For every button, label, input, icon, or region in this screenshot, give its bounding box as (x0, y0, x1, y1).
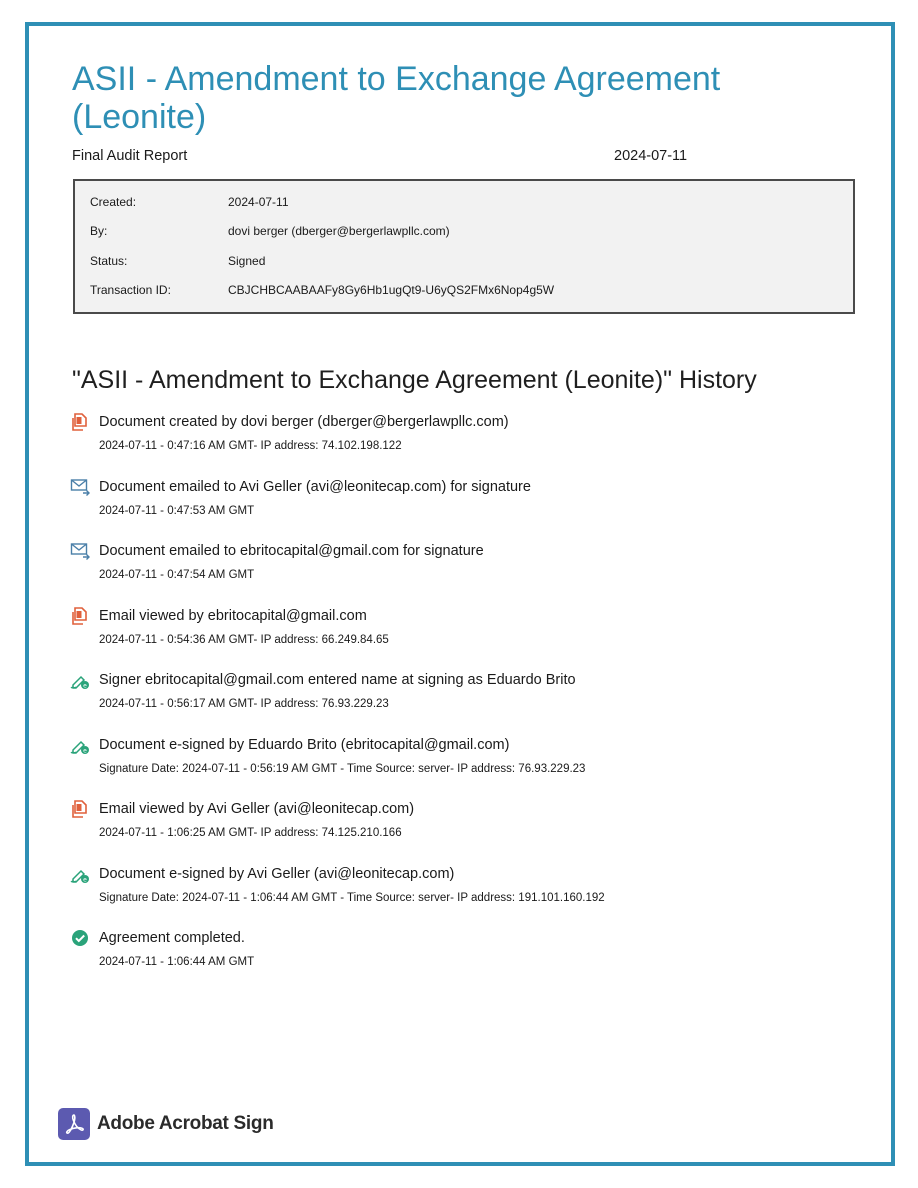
event-detail: 2024-07-11 - 0:47:53 AM GMT (99, 504, 255, 517)
document-icon (70, 412, 90, 432)
event-text: Email viewed by Avi Geller (avi@leonitecap.com) (99, 801, 415, 817)
summary-row-status (90, 254, 265, 268)
signature-icon (70, 670, 90, 690)
history-event (70, 798, 870, 863)
acrobat-logo-icon (58, 1108, 90, 1140)
document-icon (70, 606, 90, 626)
history-event (70, 863, 870, 928)
summary-value: dovi berger (dberger@bergerlawpllc.com) (228, 224, 450, 238)
event-detail: 2024-07-11 - 0:54:36 AM GMT- IP address: 66.249.84.65 (99, 633, 389, 646)
event-text: Signer ebritocapital@gmail.com entered name at signing as Eduardo Brito (99, 672, 576, 688)
event-detail: 2024-07-11 - 0:47:54 AM GMT (99, 569, 255, 581)
report-subtitle: Final Audit Report (72, 148, 188, 164)
email-sent-icon (70, 477, 90, 497)
history-event (70, 734, 870, 799)
summary-value: CBJCHBCAABAAFy8Gy6Hb1ugQt9-U6yQS2FMx6Nop4g5W (228, 283, 555, 297)
summary-value: 2024-07-11 (228, 195, 289, 209)
event-detail: 2024-07-11 - 1:06:25 AM GMT- IP address: 74.125.210.166 (99, 827, 402, 839)
history-title: "ASII - Amendment to Exchange Agreement (Leonite)" History (72, 366, 757, 394)
event-detail: Signature Date: 2024-07-11 - 1:06:44 AM GMT - Time Source: server- IP address: 191.101.160.192 (99, 891, 605, 904)
email-sent-icon (70, 541, 90, 561)
signature-icon (70, 864, 90, 884)
history-event (70, 476, 870, 541)
svg-text:e: e (83, 682, 87, 690)
event-text: Document emailed to ebritocapital@gmail.com for signature (99, 543, 484, 559)
summary-label: By: (90, 224, 108, 238)
summary-label: Created: (90, 195, 137, 209)
svg-text:e: e (83, 875, 87, 883)
history-event (70, 605, 870, 670)
signature-icon (70, 735, 90, 755)
check-circle-icon (70, 928, 90, 948)
document-icon (70, 799, 90, 819)
history-list (70, 411, 870, 992)
event-detail: 2024-07-11 - 0:56:17 AM GMT- IP address: 76.93.229.23 (99, 698, 389, 710)
svg-text:e: e (83, 746, 87, 754)
event-text: Email viewed by ebritocapital@gmail.com (99, 607, 367, 624)
report-date: 2024-07-11 (614, 148, 688, 164)
event-detail: 2024-07-11 - 1:06:44 AM GMT (99, 956, 255, 968)
summary-box (73, 179, 855, 314)
event-text: Agreement completed. (99, 930, 245, 946)
history-event (70, 927, 870, 992)
summary-label: Status: (90, 254, 128, 268)
event-text: Document emailed to Avi Geller (avi@leonitecap.com) for signature (99, 478, 531, 495)
summary-label: Transaction ID: (90, 283, 171, 297)
event-detail: 2024-07-11 - 0:47:16 AM GMT- IP address: 74.102.198.122 (99, 440, 402, 452)
event-detail: Signature Date: 2024-07-11 - 0:56:19 AM GMT - Time Source: server- IP address: 76.93.229.23 (99, 762, 586, 775)
event-text: Document e-signed by Eduardo Brito (ebritocapital@gmail.com) (99, 736, 510, 753)
summary-row-created (90, 195, 289, 209)
event-text: Document created by dovi berger (dberger@bergerlawpllc.com) (99, 414, 509, 430)
document-title: ASII - Amendment to Exchange Agreement (Leonite) (72, 60, 721, 136)
summary-row-by (90, 224, 450, 238)
event-text: Document e-signed by Avi Geller (avi@leonitecap.com) (99, 865, 455, 882)
brand-name: Adobe Acrobat Sign (97, 1113, 274, 1134)
history-event (70, 411, 870, 476)
history-event (70, 669, 870, 734)
summary-row-transaction-id (90, 283, 554, 297)
history-event (70, 540, 870, 605)
summary-value: Signed (228, 254, 266, 268)
